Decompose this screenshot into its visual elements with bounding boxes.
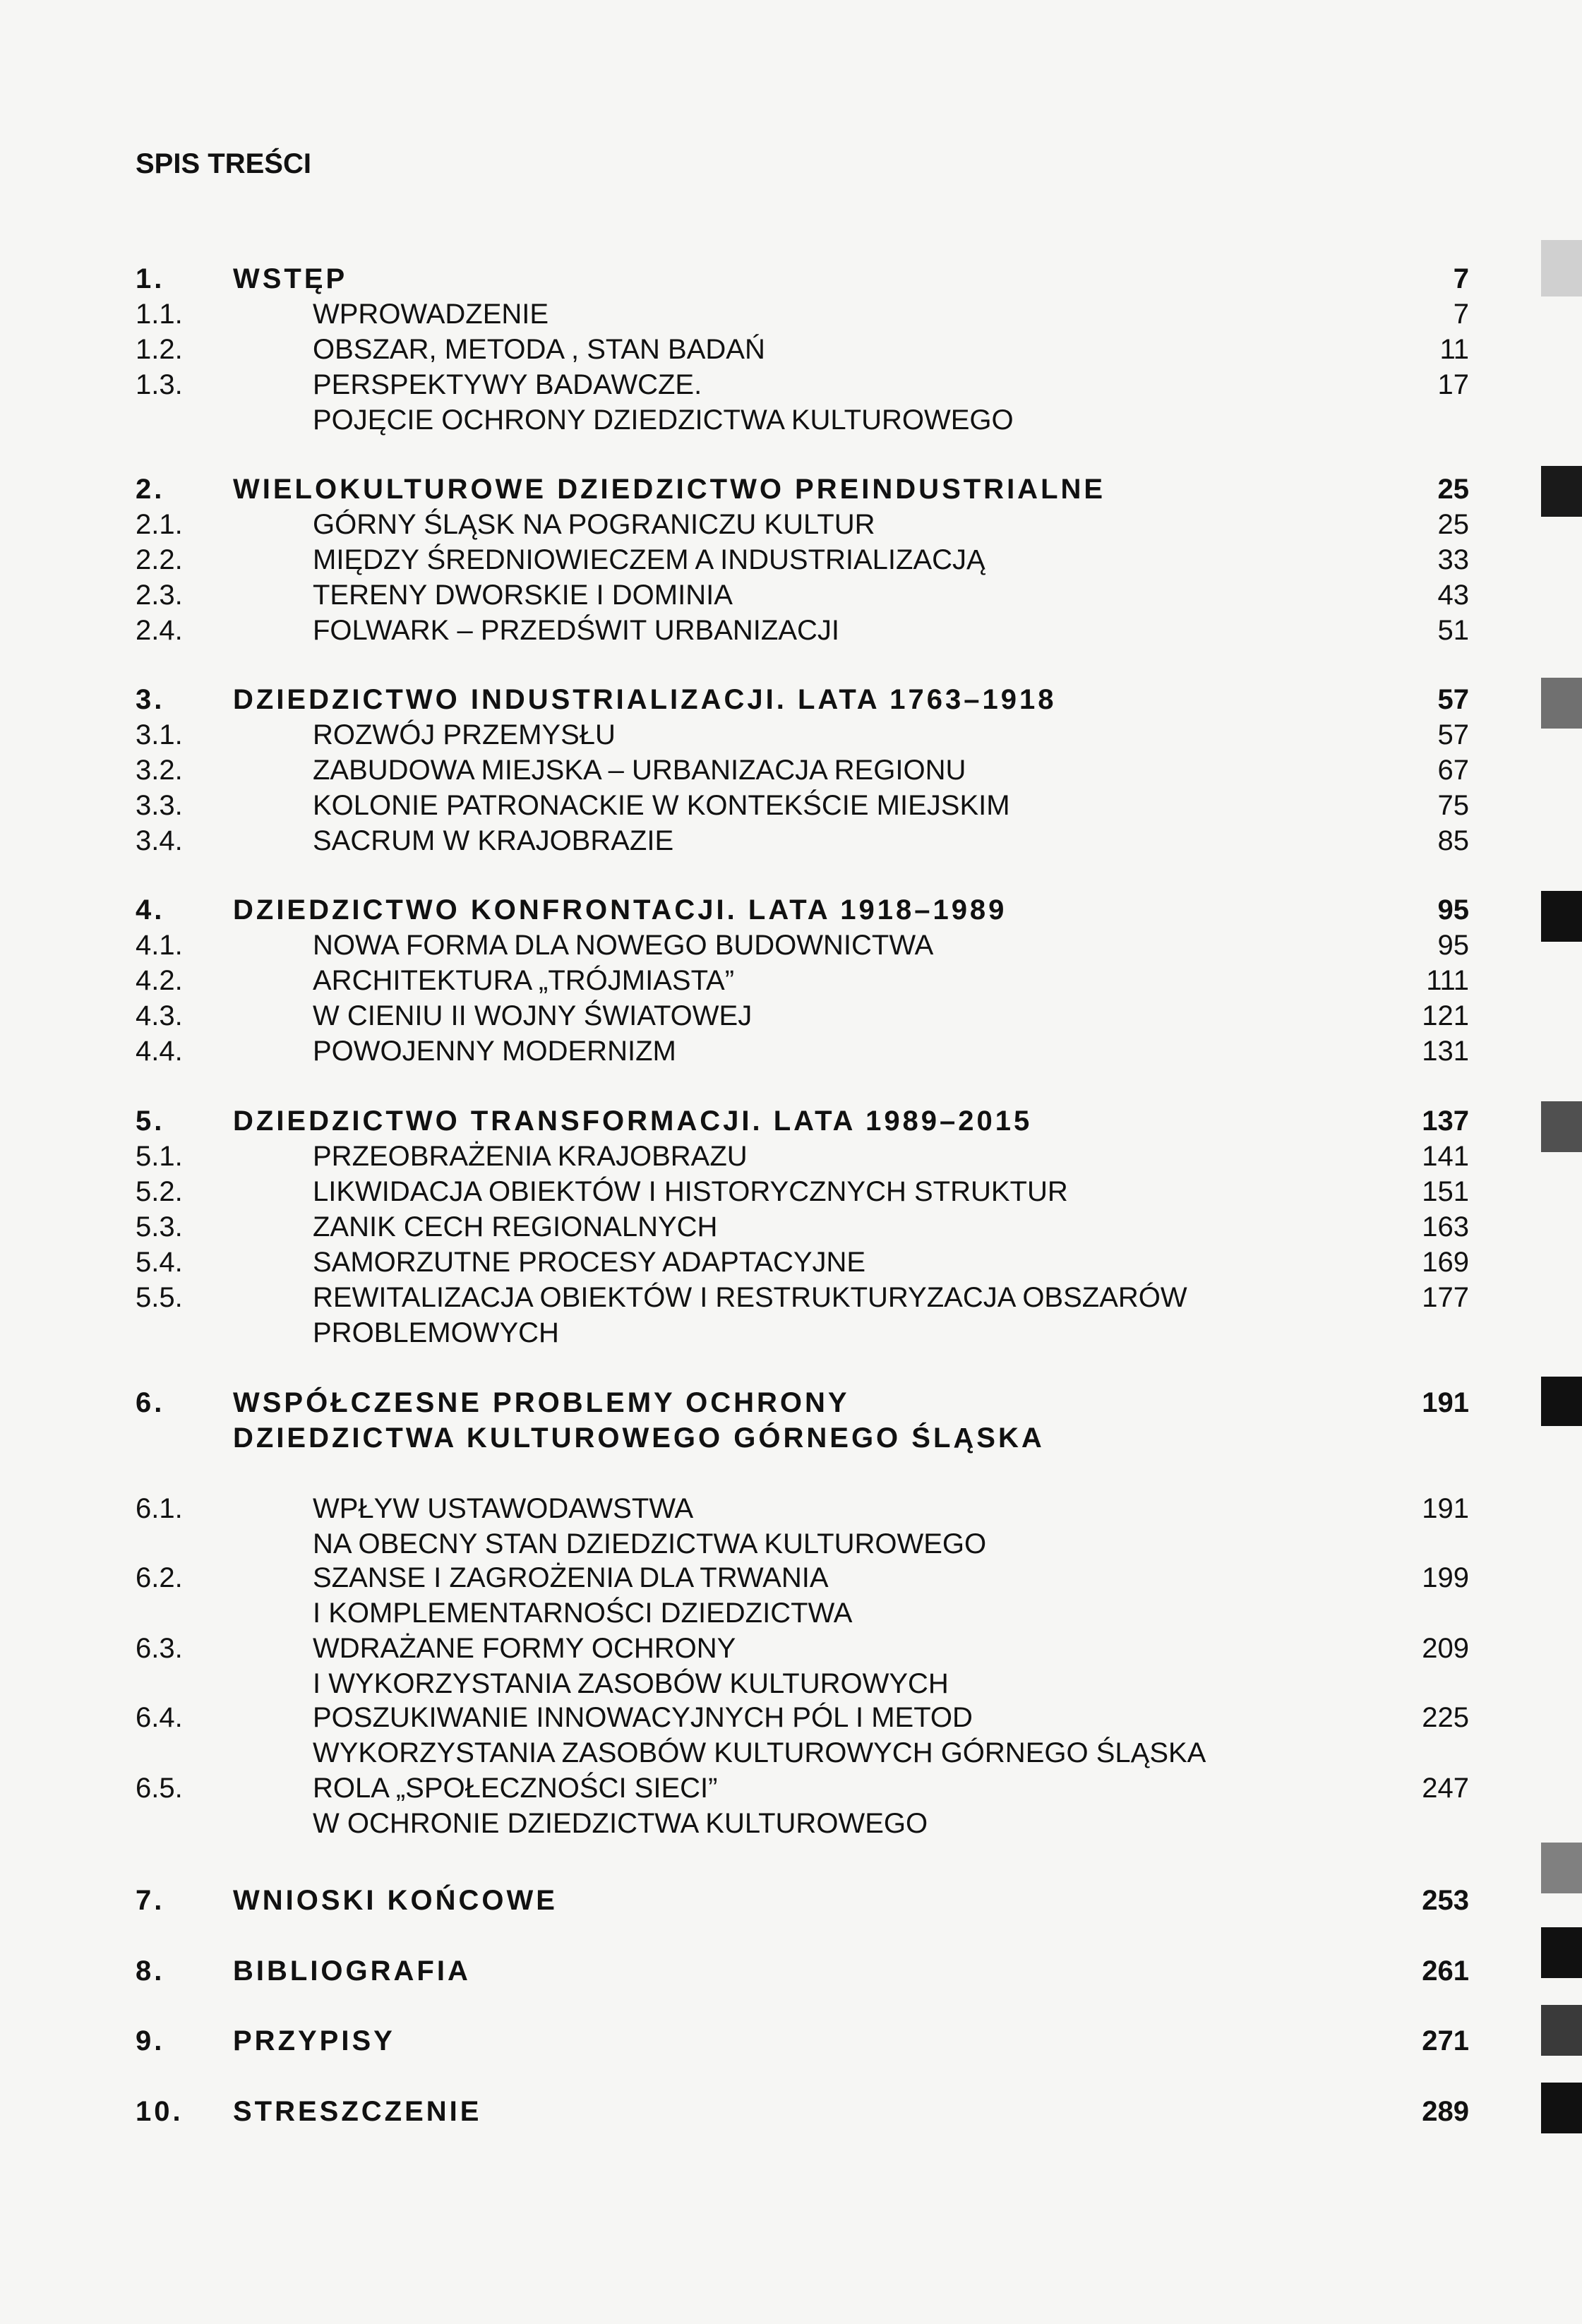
toc-entry-title: SZANSE I ZAGROŻENIA DLA TRWANIA <box>313 1562 829 1593</box>
toc-entry-title: ZANIK CECH REGIONALNYCH <box>313 1211 718 1242</box>
toc-chapter-row <box>0 2094 1582 2129</box>
toc-entry-title: W CIENIU II WOJNY ŚWIATOWEJ <box>313 1000 753 1031</box>
toc-section-row <box>0 1139 1582 1174</box>
toc-entry-page: 137 <box>1422 1106 1469 1137</box>
toc-entry-title: SAMORZUTNE PROCESY ADAPTACYJNE <box>313 1247 866 1278</box>
toc-section-row <box>0 1806 1582 1841</box>
toc-entry-page: 57 <box>1437 719 1469 750</box>
toc-entry-number: 4.3. <box>136 1000 183 1031</box>
edge-index-tab <box>1541 240 1582 297</box>
toc-section-row <box>0 1595 1582 1631</box>
toc-entry-number: 10. <box>136 2096 184 2127</box>
toc-entry-title: PERSPEKTYWY BADAWCZE. <box>313 369 702 400</box>
toc-section-row <box>0 788 1582 823</box>
toc-section-row <box>0 1034 1582 1069</box>
toc-entry-page: 11 <box>1439 334 1469 365</box>
toc-entry-number: 9. <box>136 2025 165 2056</box>
toc-entry-page: 225 <box>1422 1702 1469 1733</box>
toc-entry-page: 253 <box>1422 1885 1469 1916</box>
edge-index-tab <box>1541 1101 1582 1152</box>
toc-section-row <box>0 1700 1582 1735</box>
toc-entry-page: 209 <box>1422 1633 1469 1664</box>
toc-entry-page: 67 <box>1437 755 1469 786</box>
toc-entry-title: REWITALIZACJA OBIEKTÓW I RESTRUKTURYZACJA OBSZARÓW <box>313 1282 1187 1313</box>
toc-section-row <box>0 1666 1582 1701</box>
toc-entry-number: 4.4. <box>136 1036 183 1067</box>
toc-entry-page: 25 <box>1437 509 1469 540</box>
toc-chapter-row <box>0 892 1582 928</box>
toc-entry-page: 33 <box>1437 544 1469 575</box>
toc-entry-title: POJĘCIE OCHRONY DZIEDZICTWA KULTUROWEGO <box>313 405 1014 436</box>
toc-entry-page: 7 <box>1453 299 1469 330</box>
toc-section-row <box>0 577 1582 613</box>
toc-entry-title: I KOMPLEMENTARNOŚCI DZIEDZICTWA <box>313 1598 853 1629</box>
edge-index-tab <box>1541 1377 1582 1426</box>
toc-entry-number: 3.3. <box>136 790 183 821</box>
toc-entry-title: DZIEDZICTWO KONFRONTACJI. LATA 1918–1989 <box>233 894 1007 926</box>
toc-section-row <box>0 998 1582 1034</box>
toc-entry-page: 261 <box>1422 1955 1469 1987</box>
toc-chapter-row <box>0 1883 1582 1918</box>
toc-section-row <box>0 332 1582 367</box>
toc-entry-number: 6.4. <box>136 1702 183 1733</box>
toc-entry-number: 2.2. <box>136 544 183 575</box>
toc-entry-number: 2. <box>136 474 165 505</box>
toc-entry-number: 2.1. <box>136 509 183 540</box>
toc-section-row <box>0 1174 1582 1209</box>
toc-entry-number: 3.2. <box>136 755 183 786</box>
toc-entry-title: WPROWADZENIE <box>313 299 549 330</box>
toc-entry-page: 141 <box>1422 1141 1469 1172</box>
toc-entry-page: 57 <box>1437 684 1469 715</box>
toc-chapter-row <box>0 1420 1582 1456</box>
toc-entry-number: 3. <box>136 684 165 715</box>
toc-section-row <box>0 1526 1582 1562</box>
toc-entry-title: TERENY DWORSKIE I DOMINIA <box>313 580 733 611</box>
edge-index-tab <box>1541 2005 1582 2056</box>
toc-section-row <box>0 928 1582 963</box>
toc-entry-title: GÓRNY ŚLĄSK NA POGRANICZU KULTUR <box>313 509 875 540</box>
toc-entry-number: 6.2. <box>136 1562 183 1593</box>
toc-entry-number: 4. <box>136 894 165 926</box>
toc-section-row <box>0 753 1582 788</box>
toc-entry-page: 247 <box>1422 1773 1469 1804</box>
page-title: SPIS TREŚCI <box>136 148 311 179</box>
toc-entry-title: NA OBECNY STAN DZIEDZICTWA KULTUROWEGO <box>313 1528 987 1559</box>
toc-entry-title: PRZEOBRAŻENIA KRAJOBRAZU <box>313 1141 748 1172</box>
toc-entry-number: 3.4. <box>136 825 183 856</box>
toc-section-row <box>0 1735 1582 1771</box>
toc-entry-title: WNIOSKI KOŃCOWE <box>233 1885 558 1916</box>
toc-entry-title: SACRUM W KRAJOBRAZIE <box>313 825 674 856</box>
toc-entry-title: ZABUDOWA MIEJSKA – URBANIZACJA REGIONU <box>313 755 966 786</box>
toc-section-row <box>0 1771 1582 1806</box>
toc-entry-page: 177 <box>1422 1282 1469 1313</box>
toc-entry-number: 6.5. <box>136 1773 183 1804</box>
toc-entry-title: ARCHITEKTURA „TRÓJMIASTA” <box>313 965 735 996</box>
toc-section-row <box>0 1631 1582 1666</box>
toc-section-row <box>0 1491 1582 1526</box>
toc-entry-number: 2.3. <box>136 580 183 611</box>
edge-index-tab <box>1541 891 1582 942</box>
toc-entry-number: 5.2. <box>136 1176 183 1207</box>
toc-entry-title: LIKWIDACJA OBIEKTÓW I HISTORYCZNYCH STRUKTUR <box>313 1176 1068 1207</box>
toc-entry-title: W OCHRONIE DZIEDZICTWA KULTUROWEGO <box>313 1808 928 1839</box>
edge-index-tab <box>1541 678 1582 729</box>
toc-entry-number: 7. <box>136 1885 165 1916</box>
toc-chapter-row <box>0 1103 1582 1139</box>
toc-entry-title: PRZYPISY <box>233 2025 395 2056</box>
toc-chapter-row <box>0 261 1582 297</box>
toc-entry-page: 131 <box>1422 1036 1469 1067</box>
toc-entry-page: 25 <box>1437 474 1469 505</box>
toc-section-row <box>0 507 1582 542</box>
toc-entry-title: BIBLIOGRAFIA <box>233 1955 471 1987</box>
toc-entry-title: FOLWARK – PRZEDŚWIT URBANIZACJI <box>313 615 839 646</box>
toc-section-row <box>0 1560 1582 1595</box>
toc-section-row <box>0 402 1582 438</box>
toc-entry-number: 1.2. <box>136 334 183 365</box>
toc-entry-title: ROLA „SPOŁECZNOŚCI SIECI” <box>313 1773 718 1804</box>
toc-entry-title: WYKORZYSTANIA ZASOBÓW KULTUROWYCH GÓRNEGO ŚLĄSKA <box>313 1737 1206 1768</box>
toc-entry-title: I WYKORZYSTANIA ZASOBÓW KULTUROWYCH <box>313 1668 949 1699</box>
toc-entry-title: KOLONIE PATRONACKIE W KONTEKŚCIE MIEJSKIM <box>313 790 1010 821</box>
toc-entry-page: 289 <box>1422 2096 1469 2127</box>
toc-entry-number: 6.3. <box>136 1633 183 1664</box>
toc-section-row <box>0 823 1582 858</box>
toc-entry-page: 95 <box>1437 930 1469 961</box>
edge-index-tab <box>1541 466 1582 517</box>
toc-section-row <box>0 542 1582 577</box>
toc-section-row <box>0 367 1582 402</box>
toc-entry-page: 17 <box>1437 369 1469 400</box>
toc-entry-page: 95 <box>1437 894 1469 926</box>
toc-section-row <box>0 1315 1582 1350</box>
toc-entry-title: NOWA FORMA DLA NOWEGO BUDOWNICTWA <box>313 930 934 961</box>
toc-entry-title: ROZWÓJ PRZEMYSŁU <box>313 719 616 750</box>
toc-entry-title: WSPÓŁCZESNE PROBLEMY OCHRONY <box>233 1387 850 1418</box>
toc-chapter-row <box>0 472 1582 507</box>
toc-entry-title: POSZUKIWANIE INNOWACYJNYCH PÓL I METOD <box>313 1702 973 1733</box>
toc-entry-page: 43 <box>1437 580 1469 611</box>
toc-entry-title: POWOJENNY MODERNIZM <box>313 1036 676 1067</box>
toc-entry-number: 3.1. <box>136 719 183 750</box>
toc-section-row <box>0 1245 1582 1280</box>
toc-entry-number: 1.3. <box>136 369 183 400</box>
toc-entry-page: 163 <box>1422 1211 1469 1242</box>
edge-index-tab <box>1541 1927 1582 1978</box>
toc-entry-title: MIĘDZY ŚREDNIOWIECZEM A INDUSTRIALIZACJĄ <box>313 544 985 575</box>
toc-entry-page: 169 <box>1422 1247 1469 1278</box>
toc-entry-page: 75 <box>1437 790 1469 821</box>
toc-entry-page: 191 <box>1422 1387 1469 1418</box>
toc-entry-title: STRESZCZENIE <box>233 2096 482 2127</box>
toc-entry-page: 7 <box>1453 263 1469 294</box>
toc-entry-number: 4.2. <box>136 965 183 996</box>
toc-entry-page: 199 <box>1422 1562 1469 1593</box>
toc-entry-title: OBSZAR, METODA , STAN BADAŃ <box>313 334 765 365</box>
toc-entry-title: DZIEDZICTWO INDUSTRIALIZACJI. LATA 1763–1918 <box>233 684 1057 715</box>
toc-entry-number: 2.4. <box>136 615 183 646</box>
toc-entry-title: DZIEDZICTWO TRANSFORMACJI. LATA 1989–2015 <box>233 1106 1033 1137</box>
toc-entry-number: 5.1. <box>136 1141 183 1172</box>
toc-section-row <box>0 1209 1582 1245</box>
toc-entry-page: 111 <box>1426 965 1469 996</box>
edge-index-tab <box>1541 2083 1582 2133</box>
toc-entry-number: 6. <box>136 1387 165 1418</box>
toc-entry-number: 5.3. <box>136 1211 183 1242</box>
toc-entry-number: 5.4. <box>136 1247 183 1278</box>
toc-entry-number: 5. <box>136 1106 165 1137</box>
toc-chapter-row <box>0 1953 1582 1989</box>
toc-entry-number: 1. <box>136 263 165 294</box>
toc-section-row <box>0 613 1582 648</box>
toc-section-row <box>0 1280 1582 1315</box>
toc-entry-title: WPŁYW USTAWODAWSTWA <box>313 1493 694 1524</box>
toc-entry-page: 51 <box>1437 615 1469 646</box>
toc-entry-title: PROBLEMOWYCH <box>313 1317 559 1348</box>
toc-entry-page: 151 <box>1422 1176 1469 1207</box>
toc-chapter-row <box>0 1385 1582 1420</box>
toc-entry-title: WDRAŻANE FORMY OCHRONY <box>313 1633 736 1664</box>
toc-entry-number: 6.1. <box>136 1493 183 1524</box>
toc-section-row <box>0 297 1582 332</box>
toc-entry-page: 271 <box>1422 2025 1469 2056</box>
toc-entry-page: 121 <box>1422 1000 1469 1031</box>
toc-section-row <box>0 963 1582 998</box>
toc-entry-title: WSTĘP <box>233 263 348 294</box>
toc-entry-number: 8. <box>136 1955 165 1987</box>
toc-entry-number: 4.1. <box>136 930 183 961</box>
toc-entry-page: 191 <box>1422 1493 1469 1524</box>
toc-entry-page: 85 <box>1437 825 1469 856</box>
toc-section-row <box>0 717 1582 753</box>
edge-index-tab <box>1541 1843 1582 1893</box>
toc-entry-title: DZIEDZICTWA KULTUROWEGO GÓRNEGO ŚLĄSKA <box>233 1422 1045 1454</box>
toc-entry-number: 5.5. <box>136 1282 183 1313</box>
toc-entry-title: WIELOKULTUROWE DZIEDZICTWO PREINDUSTRIALNE <box>233 474 1106 505</box>
toc-chapter-row <box>0 2023 1582 2059</box>
toc-chapter-row <box>0 682 1582 717</box>
toc-entry-number: 1.1. <box>136 299 183 330</box>
